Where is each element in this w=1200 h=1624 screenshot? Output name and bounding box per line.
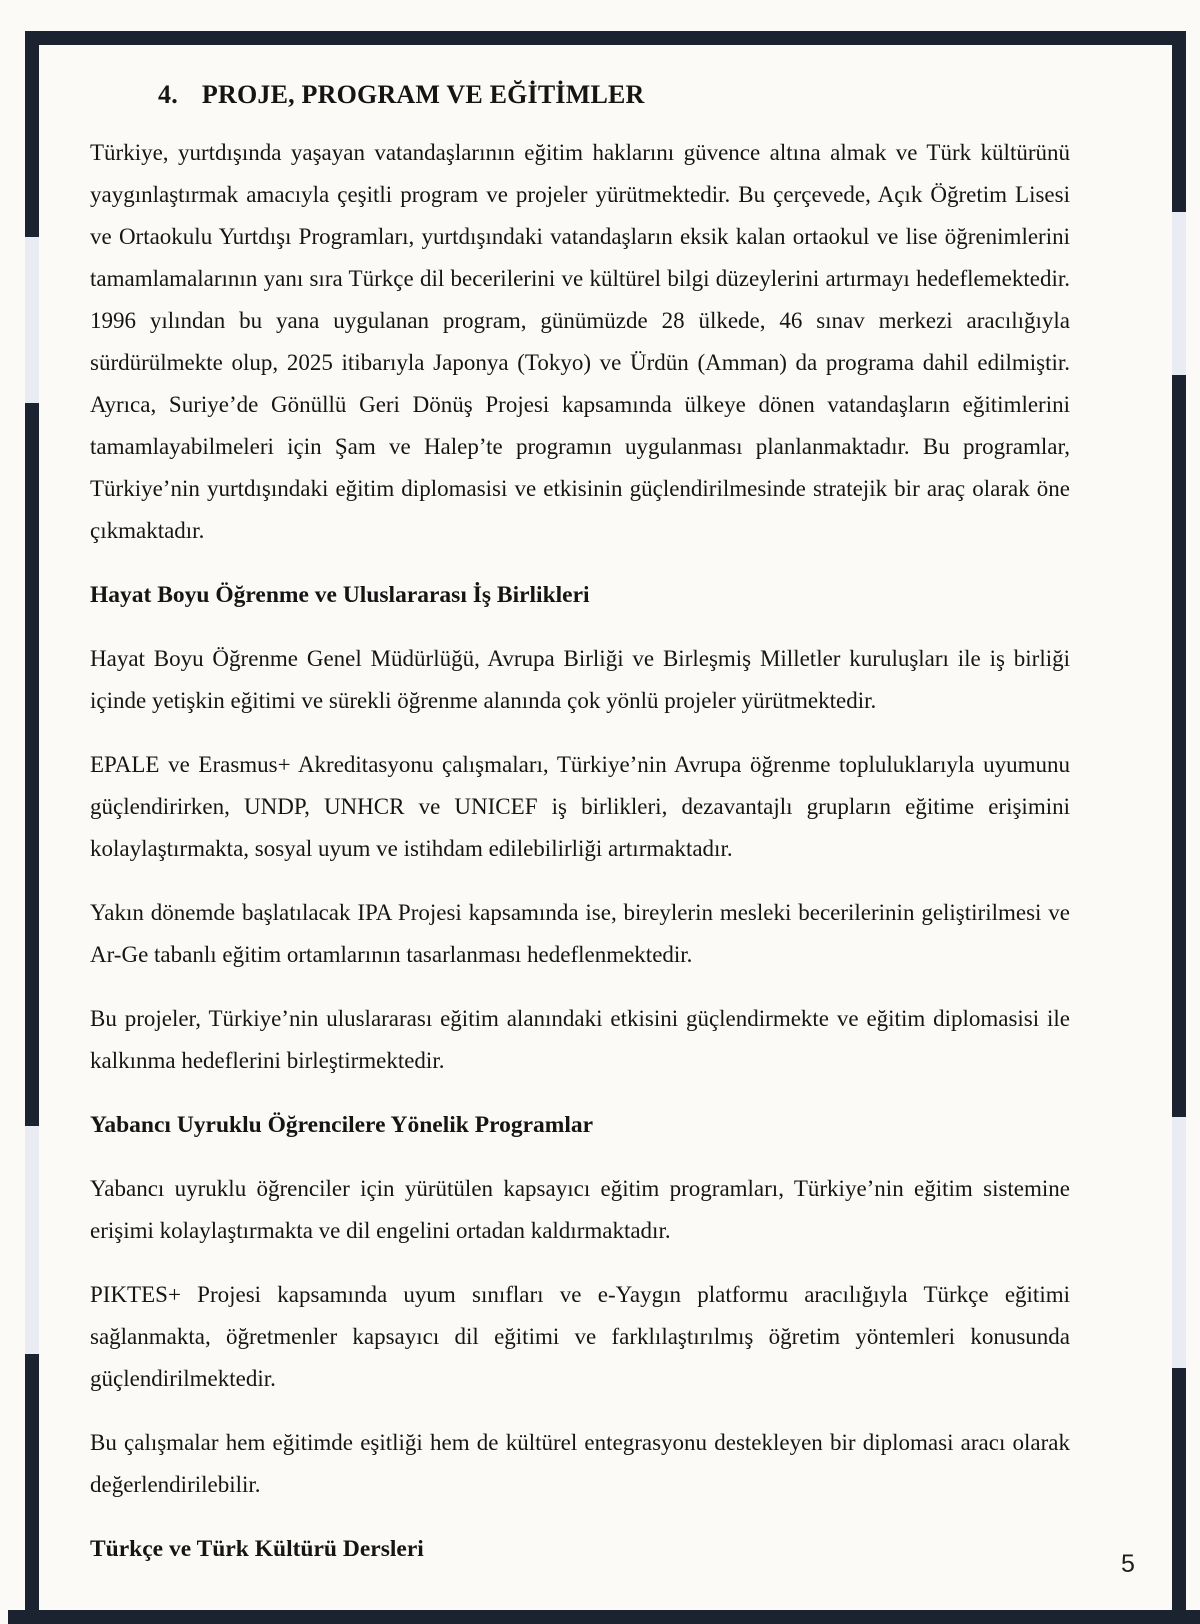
subheading-turkish-culture-lessons: Türkçe ve Türk Kültürü Dersleri	[90, 1536, 424, 1562]
page-number: 5	[1121, 1550, 1135, 1578]
section-heading	[158, 74, 1070, 116]
page-border-bottom	[8, 1610, 1200, 1624]
paragraph-cultural-integration: Bu çalışmalar hem eğitimde eşitliği hem de kültürel entegrasyonu destekleyen bir diplomasi aracı olarak değerlendirilebilir.	[90, 1430, 1070, 1497]
subheading-foreign-students: Yabancı Uyruklu Öğrencilere Yönelik Programlar	[90, 1112, 594, 1138]
border-fade-segment	[1172, 212, 1186, 375]
border-fade-segment	[25, 1126, 39, 1354]
paragraph-overseas-education-programs: Türkiye, yurtdışında yaşayan vatandaşlarının eğitim haklarını güvence altına almak ve Türk kültürünü yaygınlaştırmak amacıyla çeşitli program ve projeler yürütmektedir. Bu çerçevede, Açık Öğretim Lisesi ve Ortaokulu Yurtdışı Programları, yurtdışındaki vatandaşların eksik kalan ortaokul ve lise öğrenimlerini tamamlamalarının yanı sıra Türkçe dil becerilerini ve kültürel bilgi düzeylerini artırmayı hedeflemektedir. 1996 yılından bu yana uygulanan program, günümüzde 28 ülkede, 46 sınav merkezi aracılığıyla sürdürülmekte olup, 2025 itibarıyla Japonya (Tokyo) ve Ürdün (Amman) da programa dahil edilmiştir. Ayrıca, Suriye’de Gönüllü Geri Dönüş Projesi kapsamında ülkeye dönen vatandaşların eğitimlerini tamamlayabilmeleri için Şam ve Halep’te programın uygulanması planlanmaktadır. Bu programlar, Türkiye’nin yurtdışındaki eğitim diplomasisi ve etkisinin güçlendirilmesinde stratejik bir araç olarak öne çıkmaktadır.	[90, 140, 1070, 543]
border-fade-segment	[1172, 1117, 1186, 1368]
border-fade-segment	[25, 237, 39, 403]
paragraph-lifelong-learning-dg: Hayat Boyu Öğrenme Genel Müdürlüğü, Avrupa Birliği ve Birleşmiş Milletler kuruluşları ile iş birliği içinde yetişkin eğitimi ve sürekli öğrenme alanında çok yönlü projeler yürütmektedir.	[90, 646, 1070, 713]
paragraph-piktes: PIKTES+ Projesi kapsamında uyum sınıfları ve e-Yaygın platformu aracılığıyla Türkçe eğitimi sağlanmakta, öğretmenler kapsayıcı dil eğitimi ve farklılaştırılmış öğretim yöntemleri konusunda güçlendirilmektedir.	[90, 1282, 1070, 1391]
paragraph-inclusive-programs: Yabancı uyruklu öğrenciler için yürütülen kapsayıcı eğitim programları, Türkiye’nin eğitim sistemine erişimi kolaylaştırmakta ve dil engelini ortadan kaldırmaktadır.	[90, 1176, 1070, 1243]
paragraph-epale-erasmus: EPALE ve Erasmus+ Akreditasyonu çalışmaları, Türkiye’nin Avrupa öğrenme topluluklarıyla uyumunu güçlendirirken, UNDP, UNHCR ve UNICEF iş birlikleri, dezavantajlı grupların eğitime erişimini kolaylaştırmakta, sosyal uyum ve istihdam edilebilirliği artırmaktadır.	[90, 752, 1070, 861]
paragraph-ipa-project: Yakın dönemde başlatılacak IPA Projesi kapsamında ise, bireylerin mesleki becerilerinin geliştirilmesi ve Ar-Ge tabanlı eğitim ortamlarının tasarlanması hedeflenmektedir.	[90, 900, 1070, 967]
document-content	[90, 74, 1070, 1592]
page-border-top	[25, 31, 1186, 45]
paragraph-education-diplomacy: Bu projeler, Türkiye’nin uluslararası eğitim alanındaki etkisini güçlendirmekte ve eğitim diplomasisi ile kalkınma hedeflerini birleştirmektedir.	[90, 1006, 1070, 1073]
section-number: 4.	[158, 80, 178, 109]
section-title: PROJE, PROGRAM VE EĞİTİMLER	[201, 80, 645, 109]
subheading-lifelong-learning: Hayat Boyu Öğrenme ve Uluslararası İş Birlikleri	[90, 582, 590, 608]
